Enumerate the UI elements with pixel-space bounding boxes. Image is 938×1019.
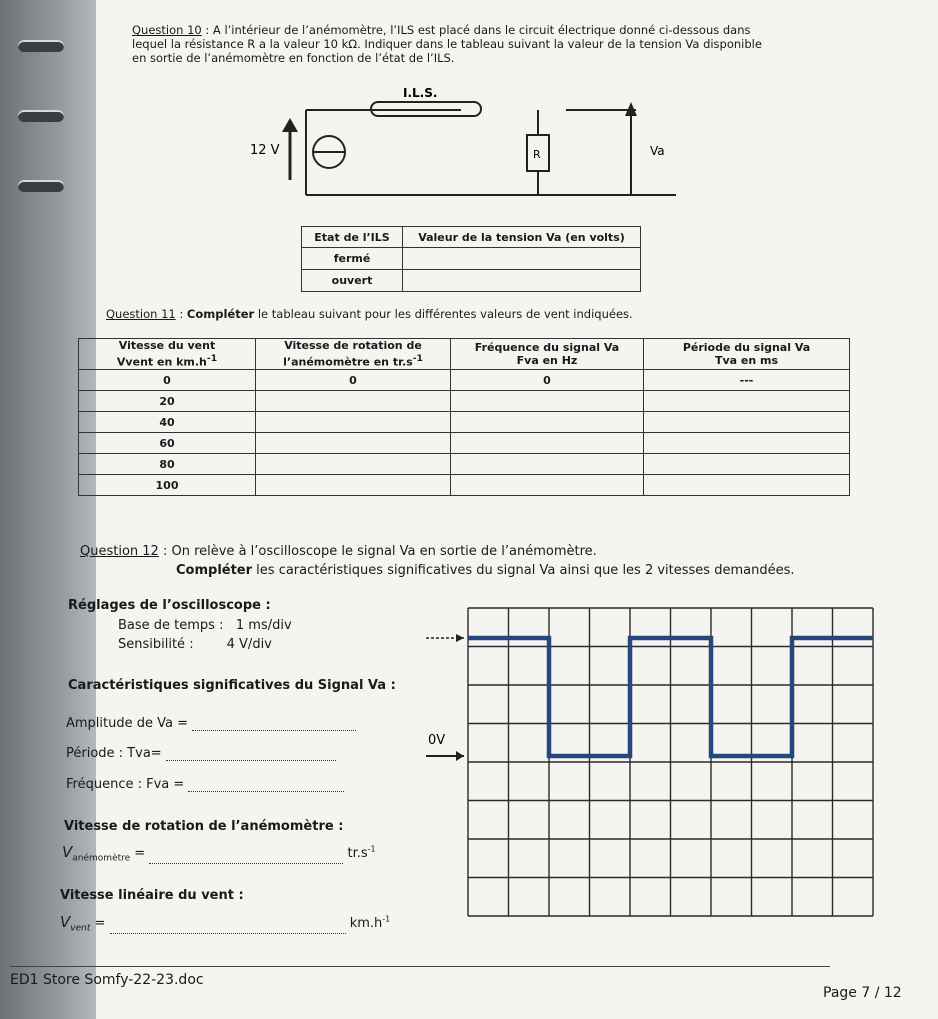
output-label: Va [650,144,665,158]
table-header: Fréquence du signal Va Fva en Hz [451,339,644,370]
voltage-label: 12 V [250,143,280,158]
answer-cell[interactable] [256,433,451,454]
answer-cell[interactable] [403,270,641,292]
answer-cell[interactable] [644,391,850,412]
resistor-label: R [533,148,541,161]
frequency-answer-field[interactable] [188,791,344,792]
binder-ring [18,180,64,192]
rotation-row: $V_{anémomètre} = tr.s^{-1}$ [62,843,376,864]
period-row: Période : Tva= [66,746,336,761]
sensitivity-row: Sensibilité : 4 V/div [118,637,272,652]
answer-cell[interactable] [644,412,850,433]
amplitude-answer-field[interactable] [192,730,356,731]
table-row: 40 [79,412,850,433]
answer-cell[interactable] [451,433,644,454]
answer-cell[interactable] [451,412,644,433]
table-header: Etat de l’ILS [302,227,403,248]
timebase-row: Base de temps : 1 ms/div [118,618,292,633]
answer-cell[interactable] [256,454,451,475]
table-row: 60 [79,433,850,454]
table-row: 80 [79,454,850,475]
answer-cell[interactable] [644,454,850,475]
footer-divider [10,966,830,967]
table-row: fermé [302,248,641,270]
answer-cell[interactable] [256,412,451,433]
question-11-label: Question 11 [106,307,176,321]
amplitude-row: Amplitude de Va = [66,716,356,731]
table-row: 0 0 0 --- [79,370,850,391]
question-12-text: Question 12 : On relève à l’oscilloscope le signal Va en sortie de l’anémomètre. Compléter les caractéristiques significatives du signal Va ainsi que les 2 vitesses demandées. [80,544,795,578]
table-header: Vitesse de rotation de l’anémomètre en $tr.s^{-1}$ [256,339,451,370]
question-12-label: Question 12 [80,544,159,559]
answer-cell[interactable] [451,454,644,475]
question-10-text: Question 10 : A l’intérieur de l’anémomètre, l’ILS est placé dans le circuit électrique donné ci-dessous dans lequel la résistance R a la valeur 10 kΩ. Indiquer dans le tableau suivant la valeur de la tension Va disponible en sortie de l’anémomètre en fonction de l’état de l’ILS. [132,23,762,65]
period-answer-field[interactable] [166,760,336,761]
table-row: 100 [79,475,850,496]
characteristics-title: Caractéristiques significatives du Signal Va : [68,678,396,693]
table-header: Période du signal Va Tva en ms [644,339,850,370]
question-10-label: Question 10 [132,23,202,37]
frequency-row: Fréquence : Fva = [66,777,344,792]
footer-page-number: Page 7 / 12 [823,985,902,1001]
ils-label: I.L.S. [403,86,438,100]
table-row: 20 [79,391,850,412]
wind-row: $V_{vent} = km.h^{-1}$ [60,913,391,934]
binder-ring [18,40,64,52]
answer-cell[interactable] [644,475,850,496]
oscilloscope-settings-title: Réglages de l’oscilloscope : [68,598,271,613]
rotation-title: Vitesse de rotation de l’anémomètre : [64,819,344,834]
wind-speed-table [78,338,850,496]
wind-answer-field[interactable] [110,933,346,934]
wind-title: Vitesse linéaire du vent : [60,888,244,903]
table-header: Valeur de la tension Va (en volts) [403,227,641,248]
binder-ring [18,110,64,122]
answer-cell[interactable] [451,475,644,496]
table-row: ouvert [302,270,641,292]
answer-cell[interactable] [644,433,850,454]
question-11-text: Question 11 : Compléter le tableau suivant pour les différentes valeurs de vent indiquées. [106,307,633,321]
circuit-diagram [236,80,696,200]
oscilloscope-screen [416,598,896,928]
table-header: Vitesse du vent Vvent en $km.h^{-1}$ [79,339,256,370]
document-page [10,0,938,1019]
footer-doc-name: ED1 Store Somfy-22-23.doc [10,972,204,988]
ils-state-table [301,226,641,292]
rotation-answer-field[interactable] [149,863,343,864]
zero-volt-label: 0V [428,733,446,748]
answer-cell[interactable] [451,391,644,412]
oscilloscope-grid [468,608,873,916]
answer-cell[interactable] [256,475,451,496]
answer-cell[interactable] [256,391,451,412]
answer-cell[interactable] [403,248,641,270]
